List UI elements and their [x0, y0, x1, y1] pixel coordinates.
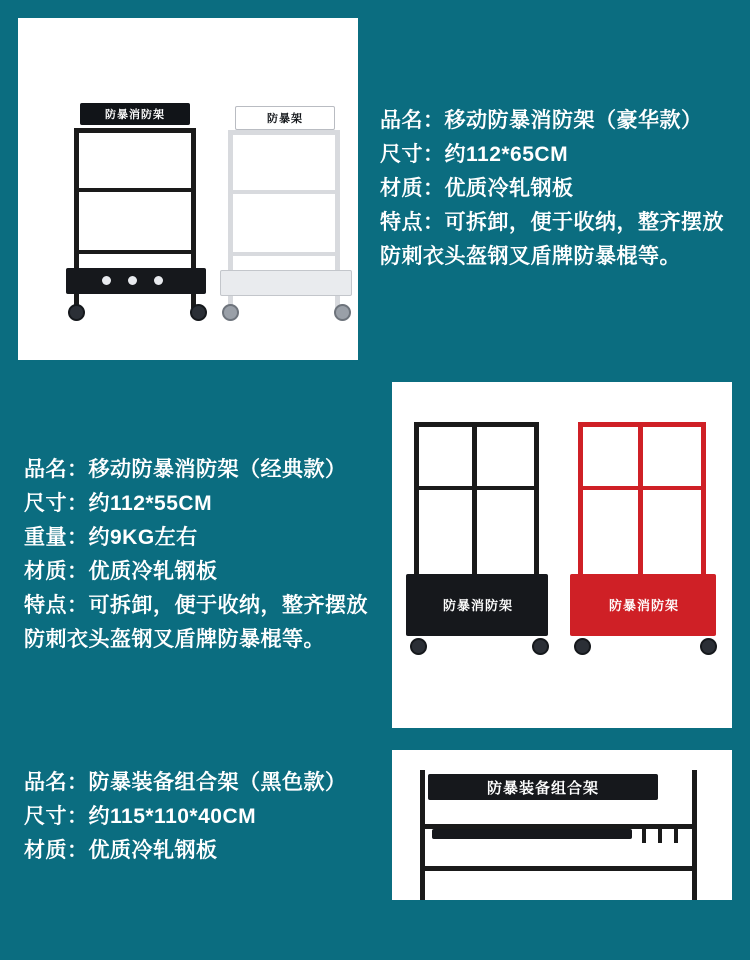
product-block-combo — [18, 750, 732, 900]
hook — [642, 829, 646, 843]
frame-upright-center — [638, 427, 643, 577]
spec-name: 品名：防暴装备组合架（黑色款） — [24, 771, 347, 794]
caster-wheel — [334, 304, 351, 321]
spec-size: 尺寸：约115*110*40CM — [24, 805, 257, 829]
product-block-classic — [18, 382, 732, 728]
product-specs-classic — [18, 382, 392, 728]
frame-upright-center — [472, 427, 477, 577]
product-photo-classic — [392, 382, 732, 728]
frame-rail-middle — [228, 190, 340, 194]
frame-upright-right — [692, 770, 697, 900]
product-specs-combo — [18, 750, 392, 900]
frame-rail-lower — [228, 252, 340, 256]
rack-label-plate: 防暴装备组合架 — [486, 779, 599, 797]
spec-material: 材质：优质冷轧钢板 — [380, 176, 574, 200]
caster-wheel — [410, 638, 427, 655]
frame-upright-left — [420, 770, 425, 900]
rack-label-plate: 防暴消防架 — [608, 597, 679, 613]
tray-hole — [154, 276, 163, 285]
frame-rail-middle — [419, 486, 534, 490]
bottom-tray — [220, 270, 352, 296]
frame-rail-lower — [425, 866, 697, 871]
caster-wheel — [532, 638, 549, 655]
caster-wheel — [190, 304, 207, 321]
rack-label-plate: 防暴消防架 — [442, 597, 513, 613]
product-photo-deluxe — [18, 18, 358, 360]
product-specs-deluxe — [358, 18, 732, 360]
spec-size: 尺寸：约112*55CM — [24, 491, 213, 515]
spec-name: 品名：移动防暴消防架（经典款） — [24, 457, 347, 481]
spec-features: 特点：可拆卸，便于收纳，整齐摆放防刺衣头盔钢叉盾牌防暴棍等。 — [380, 211, 724, 269]
caster-wheel — [68, 304, 85, 321]
hook — [674, 829, 678, 843]
product-photo-combo — [392, 750, 732, 900]
hook — [658, 829, 662, 843]
product-block-deluxe — [18, 18, 732, 360]
shelf-plate — [432, 829, 632, 839]
tray-hole — [128, 276, 137, 285]
caster-wheel — [222, 304, 239, 321]
rack-label-plate: 防暴架 — [235, 106, 335, 130]
frame-rail-lower — [74, 250, 196, 254]
spec-weight: 重量：约9KG左右 — [24, 525, 198, 549]
spec-material: 材质：优质冷轧钢板 — [24, 560, 218, 583]
tray-hole — [102, 276, 111, 285]
frame-bar-top — [228, 130, 340, 135]
caster-wheel — [574, 638, 591, 655]
spec-size: 尺寸：约112*65CM — [380, 142, 569, 166]
rack-label-plate: 防暴消防架 — [80, 103, 190, 125]
frame-rail-middle — [583, 486, 701, 490]
spec-material: 材质：优质冷轧钢板 — [24, 839, 218, 863]
spec-features: 特点：可拆卸，便于收纳，整齐摆放防刺衣头盔钢叉盾牌防暴棍等。 — [24, 594, 368, 652]
frame-rail-middle — [74, 188, 196, 192]
caster-wheel — [700, 638, 717, 655]
spec-name: 品名：移动防暴消防架（豪华款） — [380, 108, 703, 132]
frame-bar-top — [74, 128, 196, 133]
